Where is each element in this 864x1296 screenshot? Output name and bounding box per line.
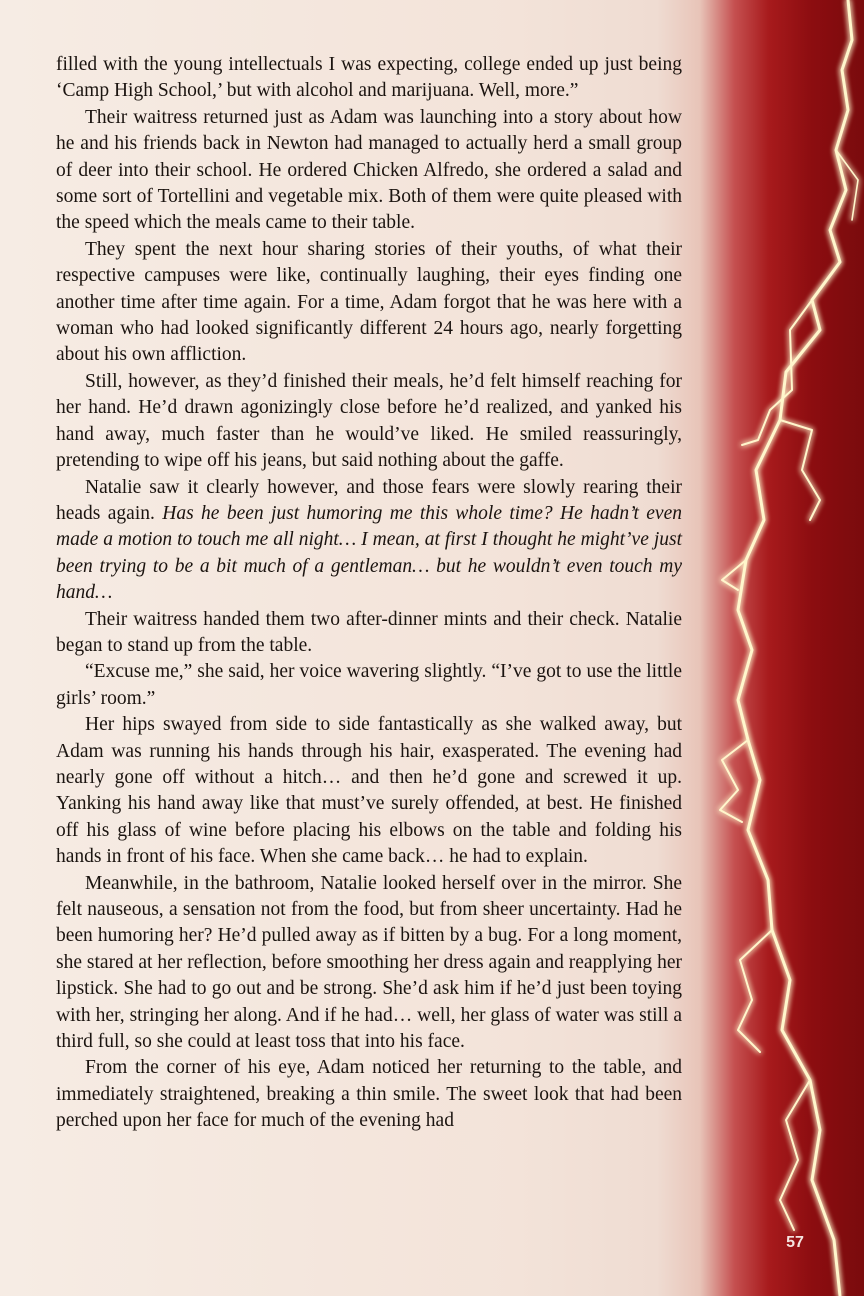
paragraph-text: Their waitress returned just as Adam was launching into a story about how he and his friends back in Newton had managed to actually herd a small group of deer into their school. He ordered Chicken Alfredo, she ordered a salad and some sort of Tortellini and vegetable mix. Both of them were quite pleased with the speed which the meals came to their table. [56, 106, 682, 234]
paragraph-text: Meanwhile, in the bathroom, Natalie looked herself over in the mirror. She felt nauseous, a sensation not from the food, but from sheer uncertainty. Had he been humoring her? He’d pulled away as if bitten by a bug. For a long moment, she stared at her reflection, before smoothing her dress again and reapplying her lipstick. She had to go out and be strong. She’d ask him if he’d just been toying with her, stringing her along. And if he had… well, her glass of water was still a third full, so she could at least toss that into his face. [56, 872, 682, 1053]
paragraph [56, 369, 682, 475]
lightning-main-bolt [738, 0, 852, 1296]
lightning-branch [720, 740, 748, 822]
paragraph-text: Natalie saw it clearly however, and those fears were slowly rearing their heads again. [56, 476, 682, 524]
paragraph-text: They spent the next hour sharing stories of their youths, of what their respective campuses were like, continually laughing, their eyes finding one another time after time again. For a time, Adam forgot that he was here with a woman who had looked significantly different 24 hours ago, nearly forgetting about his own affliction. [56, 238, 682, 366]
paragraph-text: filled with the young intellectuals I was expecting, college ended up just being ‘Camp High School,’ but with alcohol and marijuana. Well, more.” [56, 54, 682, 102]
paragraph-text: Her hips swayed from side to side fantastically as she walked away, but Adam was running his hands through his hair, exasperated. The evening had nearly gone off without a hitch… and then he’d gone and screwed it up. Yanking his hand away like that must’ve surely offended, at best. He finished off his glass of wine before placing his elbows on the table and folding his hands in front of his face. When she came back… he had to explain. [56, 714, 682, 868]
paragraph [56, 712, 682, 870]
lightning-branch [780, 420, 820, 520]
paragraph [56, 607, 682, 660]
paragraph-text: Still, however, as they’d finished their meals, he’d felt himself reaching for her hand. He’d drawn agonizingly close before he’d realized, and yanked his hand away, much faster than he would’ve liked. He smiled reassuringly, pretending to wipe off his jeans, but said nothing about the gaffe. [56, 370, 682, 472]
paragraph-text: “Excuse me,” she said, her voice wavering slightly. “I’ve got to use the little girls’ room.” [56, 661, 682, 709]
lightning-branch [738, 930, 772, 1052]
body-text [56, 52, 682, 1135]
paragraph [56, 105, 682, 237]
paragraph-text: From the corner of his eye, Adam noticed her returning to the table, and immediately straightened, breaking a thin smile. The sweet look that had been perched upon her face for much of the evening had [56, 1057, 682, 1132]
paragraph-text: Their waitress handed them two after-dinner mints and their check. Natalie began to stand up from the table. [56, 608, 682, 656]
italic-thought-text: Has he been just humoring me this whole time? He hadn’t even made a motion to touch me all night… I mean, at first I thought he might’ve just been trying to be a bit much of a gentleman… but he wouldn’t even touch my hand… [56, 502, 682, 604]
paragraph [56, 475, 682, 607]
paragraph [56, 1055, 682, 1134]
paragraph [56, 52, 682, 105]
lightning-branch [780, 1080, 810, 1230]
paragraph [56, 871, 682, 1056]
paragraph [56, 237, 682, 369]
paragraph [56, 659, 682, 712]
page-number: 57 [786, 1234, 804, 1251]
